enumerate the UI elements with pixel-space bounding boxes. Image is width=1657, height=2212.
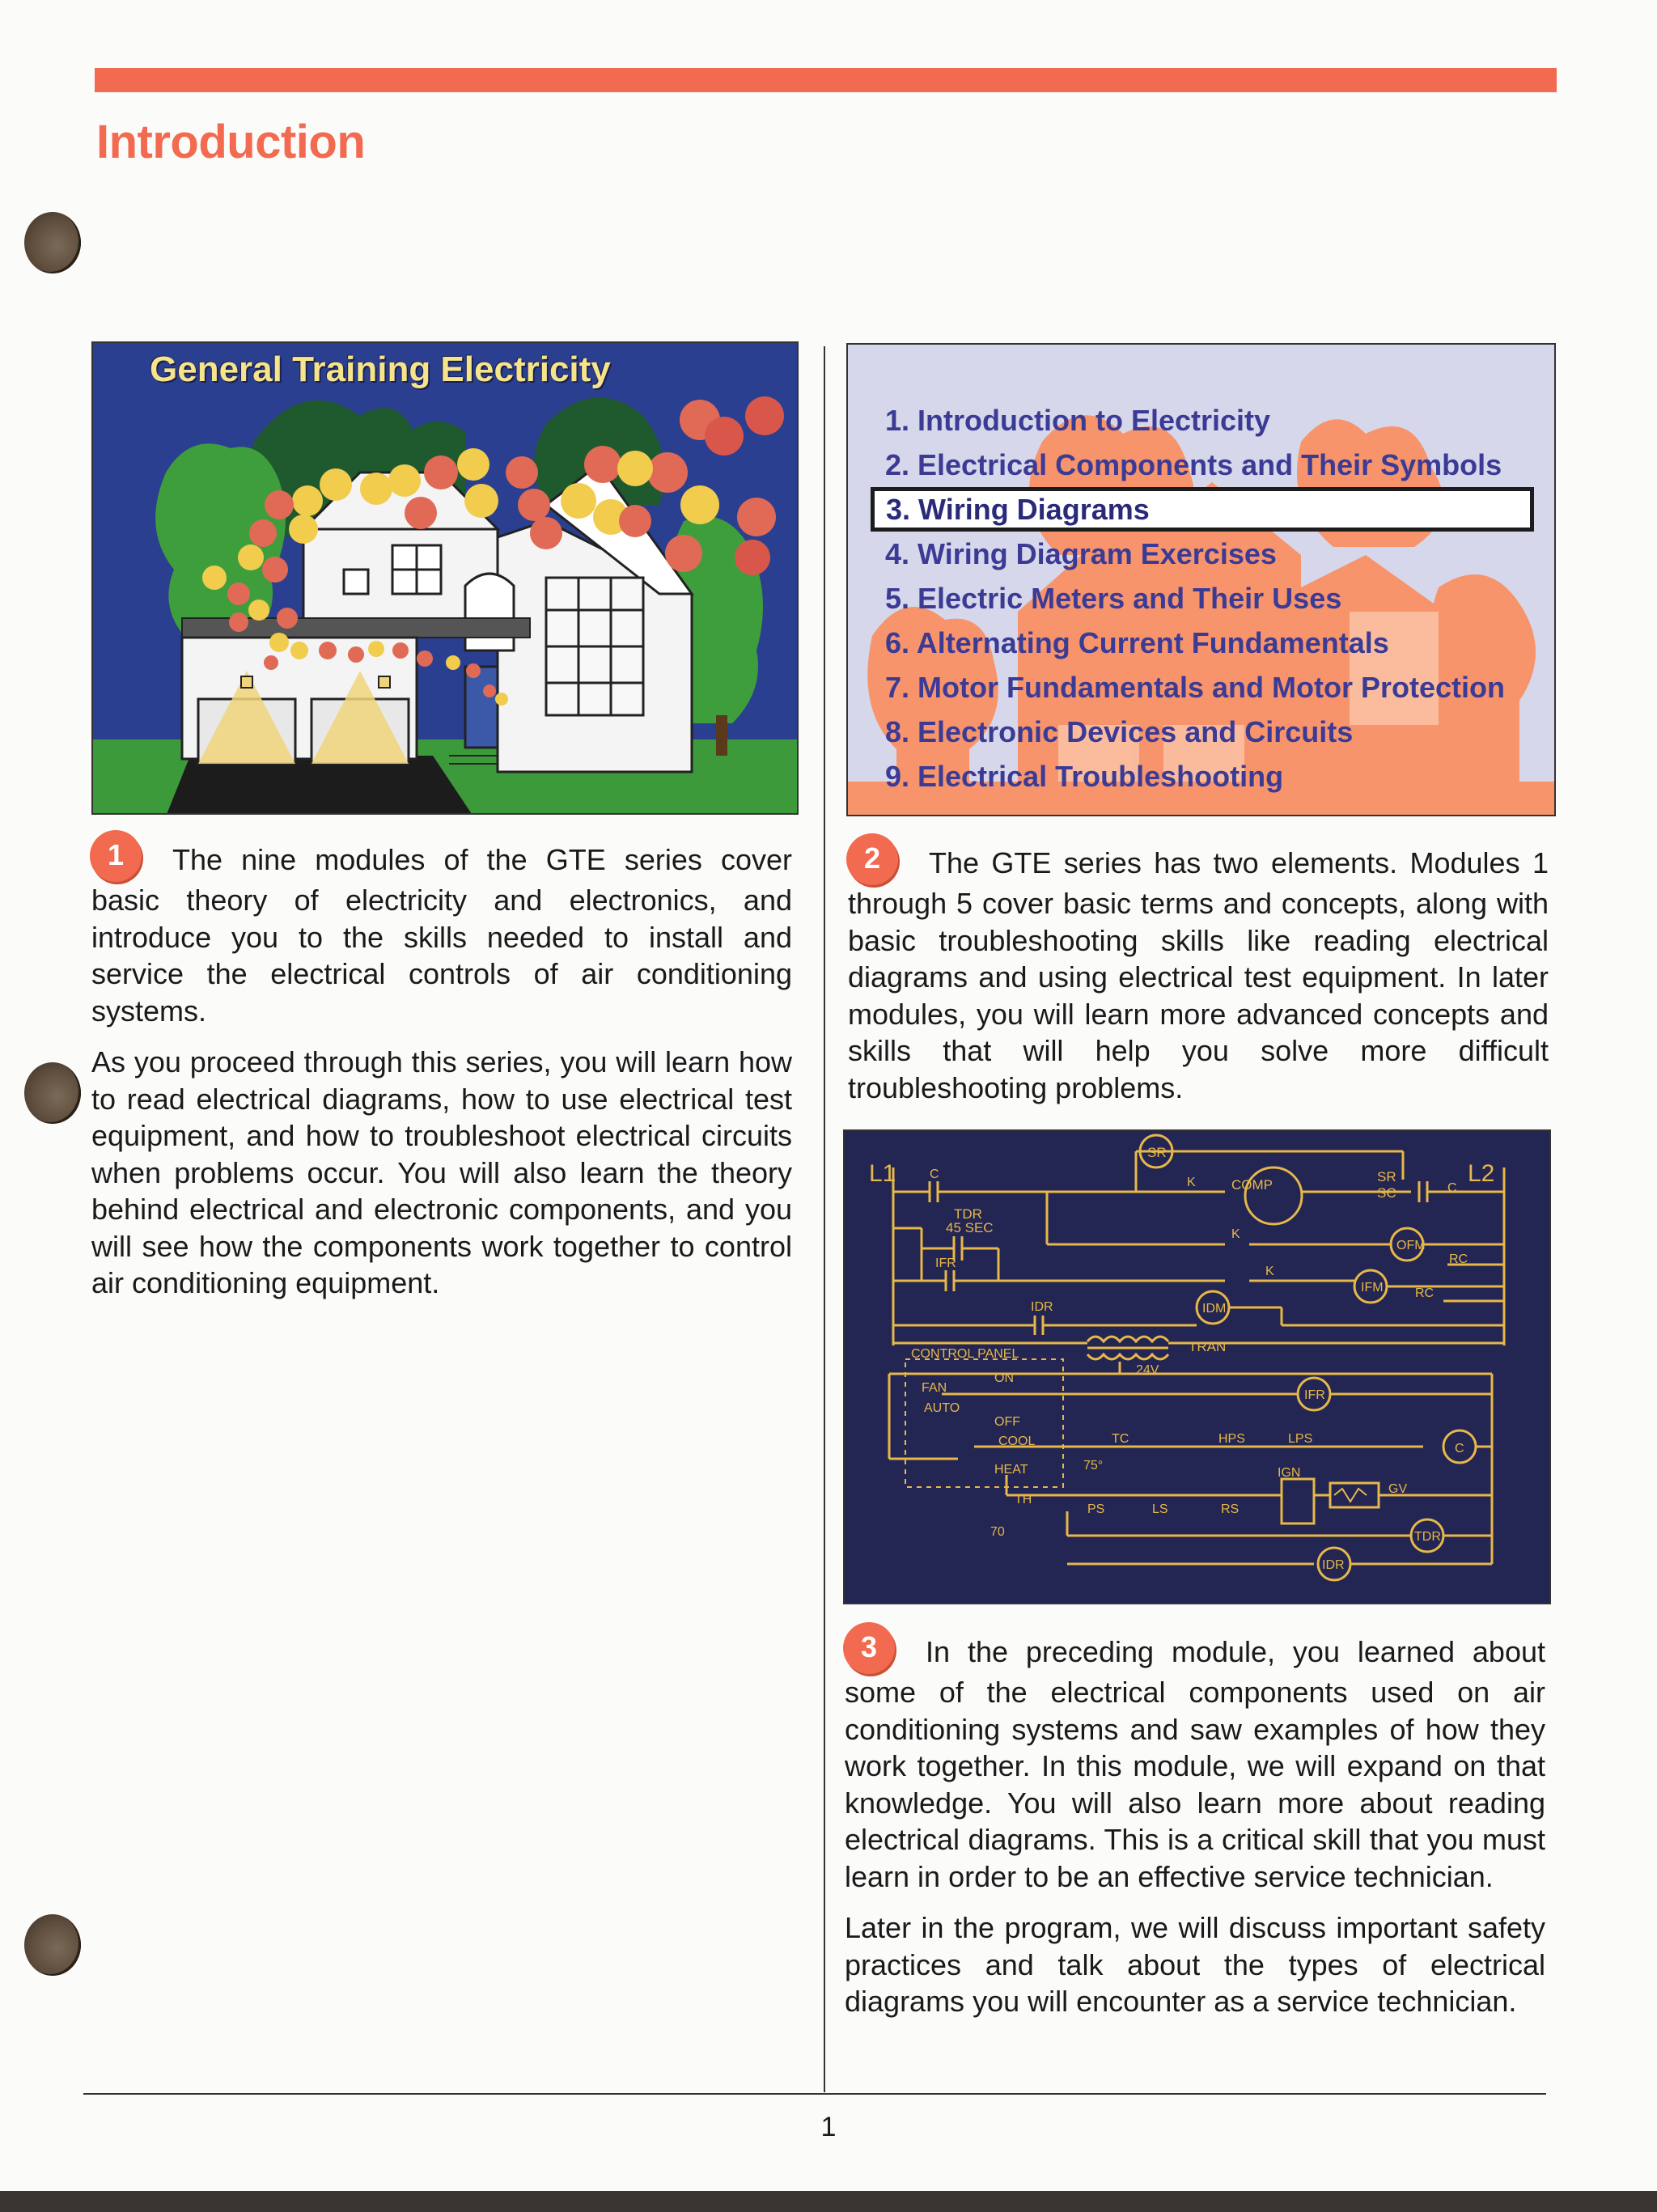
diagram-label: RS xyxy=(1221,1502,1240,1516)
binder-hole xyxy=(24,212,81,273)
paragraph-text: The GTE series has two elements. Modules 1 through 5 cover basic terms and concepts, along with basic troubleshooting skills like reading electrical diagrams and using electrical test equipment. In later modules, you will learn more advanced concepts and skills that will help you solve more difficult troubleshooting problems. xyxy=(848,846,1549,1104)
diagram-label: IDM xyxy=(1202,1302,1227,1316)
diagram-label: IFM xyxy=(1361,1281,1384,1295)
paragraph-text: The nine modules of the GTE series cover basic theory of electricity and electronics, and introduce you to the skills needed to install and service the electrical controls of air conditioning systems. xyxy=(91,843,792,1028)
diagram-label: RC xyxy=(1415,1286,1435,1300)
diagram-label: SC xyxy=(1377,1185,1396,1201)
diagram-label: FAN xyxy=(922,1381,947,1395)
wiring-diagram-schematic xyxy=(845,1131,1551,1604)
module-item: 1. Introduction to Electricity xyxy=(885,404,1271,437)
module-item: 8. Electronic Devices and Circuits xyxy=(885,715,1354,748)
diagram-label: ON xyxy=(994,1371,1014,1385)
diagram-label: SR xyxy=(1377,1169,1396,1184)
diagram-label: IGN xyxy=(1278,1466,1301,1480)
binder-hole xyxy=(24,1062,81,1124)
diagram-label: LPS xyxy=(1288,1432,1313,1446)
diagram-label-l2: L2 xyxy=(1468,1160,1495,1187)
diagram-label: K xyxy=(1265,1265,1274,1278)
binder-hole xyxy=(24,1914,81,1976)
module-list-figure xyxy=(846,343,1556,816)
diagram-label: IDR xyxy=(1322,1558,1345,1572)
module-item: 4. Wiring Diagram Exercises xyxy=(885,537,1277,570)
diagram-label: RC xyxy=(1449,1252,1468,1266)
diagram-label: TDR xyxy=(1414,1530,1441,1544)
step-badge-3: 3 xyxy=(843,1622,895,1674)
diagram-label: GV xyxy=(1388,1482,1408,1496)
scan-bottom-edge xyxy=(0,2191,1657,2212)
section-1-paragraph-1 xyxy=(91,838,792,1029)
wiring-diagram xyxy=(843,1129,1551,1604)
house-artwork xyxy=(93,343,799,815)
module-item: 2. Electrical Components and Their Symbols xyxy=(885,448,1502,481)
module-item: 6. Alternating Current Fundamentals xyxy=(885,626,1389,659)
diagram-label: COOL xyxy=(998,1434,1036,1448)
column-divider xyxy=(824,346,825,2092)
diagram-label-l1: L1 xyxy=(869,1160,896,1187)
diagram-label: IFR xyxy=(1304,1388,1325,1402)
page-number: 1 xyxy=(820,2112,837,2142)
module-item: 7. Motor Fundamentals and Motor Protection xyxy=(885,671,1506,704)
diagram-label: PS xyxy=(1087,1502,1105,1516)
house-illustration xyxy=(91,341,799,815)
diagram-label: AUTO xyxy=(924,1401,960,1415)
diagram-label: C xyxy=(1455,1442,1464,1456)
house-illustration-title: General Training Electricity xyxy=(150,350,611,389)
header-accent-bar xyxy=(95,68,1557,92)
step-badge-1: 1 xyxy=(90,830,142,882)
module-item: 5. Electric Meters and Their Uses xyxy=(885,582,1342,615)
diagram-label: 70 xyxy=(990,1525,1005,1539)
module-list xyxy=(882,398,1534,799)
diagram-label: OFM xyxy=(1396,1239,1426,1252)
footer-rule xyxy=(83,2093,1546,2095)
diagram-label: IDR xyxy=(1031,1300,1053,1314)
section-1-paragraph-2: As you proceed through this series, you will learn how to read electrical diagrams, how to use electrical test equipment, and how to troubleshoot electrical circuits when problems occur. You will also learn the theory behind electrical and electronic components, and you will see how the components work together to control air conditioning equipment. xyxy=(91,1045,792,1300)
section-1 xyxy=(91,838,792,1302)
section-2 xyxy=(848,841,1549,1106)
diagram-label: K xyxy=(1187,1176,1196,1189)
diagram-label: HEAT xyxy=(994,1463,1028,1477)
diagram-label: 45 SEC xyxy=(946,1220,994,1235)
diagram-label: C xyxy=(1447,1181,1457,1195)
diagram-label: TC xyxy=(1112,1432,1129,1446)
section-3-paragraph-1 xyxy=(845,1630,1545,1895)
module-item: 9. Electrical Troubleshooting xyxy=(885,760,1284,793)
page-title: Introduction xyxy=(96,116,366,168)
section-3 xyxy=(845,1630,1545,2020)
diagram-label: IFR xyxy=(935,1256,956,1270)
section-3-paragraph-2: Later in the program, we will discuss important safety practices and talk about the types of electrical diagrams you will encounter as a service technician. xyxy=(845,1911,1545,2019)
paragraph-text: In the preceding module, you learned about some of the electrical components used on air conditioning systems and saw examples of how they work together. In this module, we will expand on that knowledge. You will also learn more about reading electrical diagrams. This is a critical skill that you must learn in order to be an effective service technician. xyxy=(845,1635,1545,1893)
diagram-label: CONTROL PANEL xyxy=(911,1347,1019,1361)
diagram-label: 24V xyxy=(1136,1363,1159,1377)
diagram-label: C xyxy=(930,1167,939,1181)
diagram-label: TH xyxy=(1015,1493,1032,1506)
diagram-label: 75° xyxy=(1083,1459,1104,1473)
diagram-label: LS xyxy=(1152,1502,1168,1516)
module-item-current: 3. Wiring Diagrams xyxy=(871,487,1534,532)
section-2-paragraph-1 xyxy=(848,841,1549,1106)
diagram-label: TRAN xyxy=(1189,1339,1227,1354)
diagram-label: TDR xyxy=(954,1206,982,1222)
diagram-label: SR xyxy=(1147,1145,1167,1160)
diagram-label: HPS xyxy=(1218,1432,1245,1446)
diagram-label: OFF xyxy=(994,1415,1020,1429)
diagram-label: COMP xyxy=(1231,1177,1273,1193)
step-badge-2: 2 xyxy=(846,833,898,885)
diagram-label: K xyxy=(1231,1227,1240,1241)
